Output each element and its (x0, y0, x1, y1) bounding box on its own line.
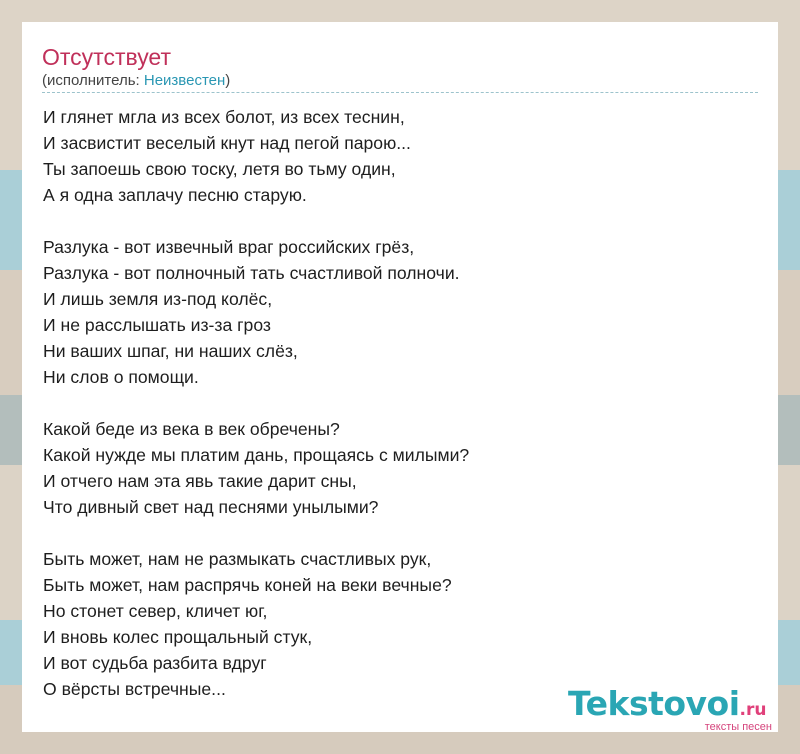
song-title: Отсутствует (42, 44, 171, 70)
lyrics-line: И вновь колес прощальный стук, (43, 627, 313, 647)
artist-prefix: (исполнитель: (42, 72, 144, 89)
logo-domain: .ru (739, 700, 767, 720)
lyrics-line: И не расслышать из-за гроз (43, 315, 271, 335)
lyrics-line: Разлука - вот извечный враг российских грёз, (43, 237, 415, 257)
artist-link[interactable]: Неизвестен (143, 72, 226, 89)
logo-name: Tekstovoi (568, 684, 740, 723)
logo-wordmark (568, 684, 767, 723)
lyrics-line: Что дивный свет над песнями унылыми? (43, 497, 379, 517)
lyrics-stanza (43, 416, 743, 520)
artist-suffix: ) (225, 72, 231, 89)
lyrics-line: Быть может, нам не размыкать счастливых рук, (43, 549, 432, 569)
lyrics-line: Ты запоешь свою тоску, летя во тьму один, (43, 159, 396, 179)
lyrics-stanza (43, 546, 743, 702)
lyrics-stanza (43, 104, 743, 208)
lyrics-line: О вёрсты встречные... (43, 679, 226, 699)
logo-tagline: тексты песен (704, 721, 772, 733)
lyrics-line: И глянет мгла из всех болот, из всех теснин, (43, 107, 405, 127)
lyrics-line: Ни ваших шпаг, ни наших слёз, (43, 341, 298, 361)
lyrics-line: И лишь земля из-под колёс, (43, 289, 273, 309)
lyrics-stanza (43, 234, 743, 390)
lyrics-card (22, 22, 778, 732)
lyrics-line: Быть может, нам распрячь коней на веки вечные? (43, 575, 452, 595)
lyrics-line: И засвистит веселый кнут над пегой парою... (43, 133, 411, 153)
lyrics-line: И отчего нам эта явь такие дарит сны, (43, 471, 357, 491)
lyrics-line: Ни слов о помощи. (43, 367, 199, 387)
site-logo[interactable] (568, 684, 778, 732)
lyrics-line: Какой нужде мы платим дань, прощаясь с милыми? (43, 445, 470, 465)
lyrics-line: Но стонет север, кличет юг, (43, 601, 268, 621)
title-divider (42, 92, 758, 93)
lyrics-line: И вот судьба разбита вдруг (43, 653, 267, 673)
lyrics-line: Разлука - вот полночный тать счастливой полночи. (43, 263, 460, 283)
lyrics-body (43, 104, 743, 702)
artist-line (42, 72, 230, 89)
lyrics-line: А я одна заплачу песню старую. (43, 185, 307, 205)
lyrics-line: Какой беде из века в век обречены? (43, 419, 340, 439)
